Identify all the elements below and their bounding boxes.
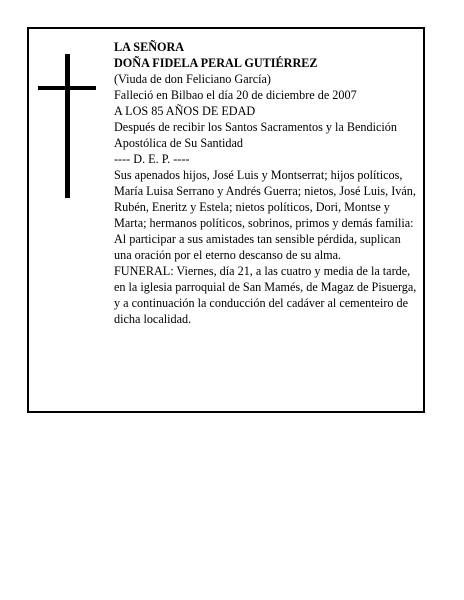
- widow-line: (Viuda de don Feliciano García): [114, 72, 271, 86]
- rip-line: ---- D. E. P. ----: [114, 152, 190, 166]
- deceased-name: DOÑA FIDELA PERAL GUTIÉRREZ: [114, 56, 318, 70]
- title-line-1: LA SEÑORA: [114, 40, 185, 54]
- request-text: Al participar a sus amistades tan sensible pérdida, suplican una oración por el eterno descanso de su alma.: [114, 232, 401, 262]
- cross-horizontal-bar: [38, 86, 96, 90]
- family-text: Sus apenados hijos, José Luis y Montserrat; hijos políticos, María Luisa Serrano y Andrés Guerra; nietos, José Luis, Iván, Rubén, Eneritz y Estela; nietos políticos, Dori, Montse y Marta; hermanos políticos, sobrinos, primos y demás familia:: [114, 168, 416, 230]
- obituary-text: [114, 39, 419, 327]
- death-line: Falleció en Bilbao el día 20 de diciembre de 2007: [114, 88, 357, 102]
- sacraments-text: Después de recibir los Santos Sacramentos y la Bendición Apostólica de Su Santidad: [114, 120, 397, 150]
- age-line: A LOS 85 AÑOS DE EDAD: [114, 104, 256, 118]
- cross-icon: [38, 54, 96, 198]
- funeral-text: FUNERAL: Viernes, día 21, a las cuatro y media de la tarde, en la iglesia parroquial de San Mamés, de Magaz de Pisuerga, y a continuación la conducción del cadáver al cementeiro de dicha localidad.: [114, 264, 417, 326]
- cross-vertical-bar: [65, 54, 70, 198]
